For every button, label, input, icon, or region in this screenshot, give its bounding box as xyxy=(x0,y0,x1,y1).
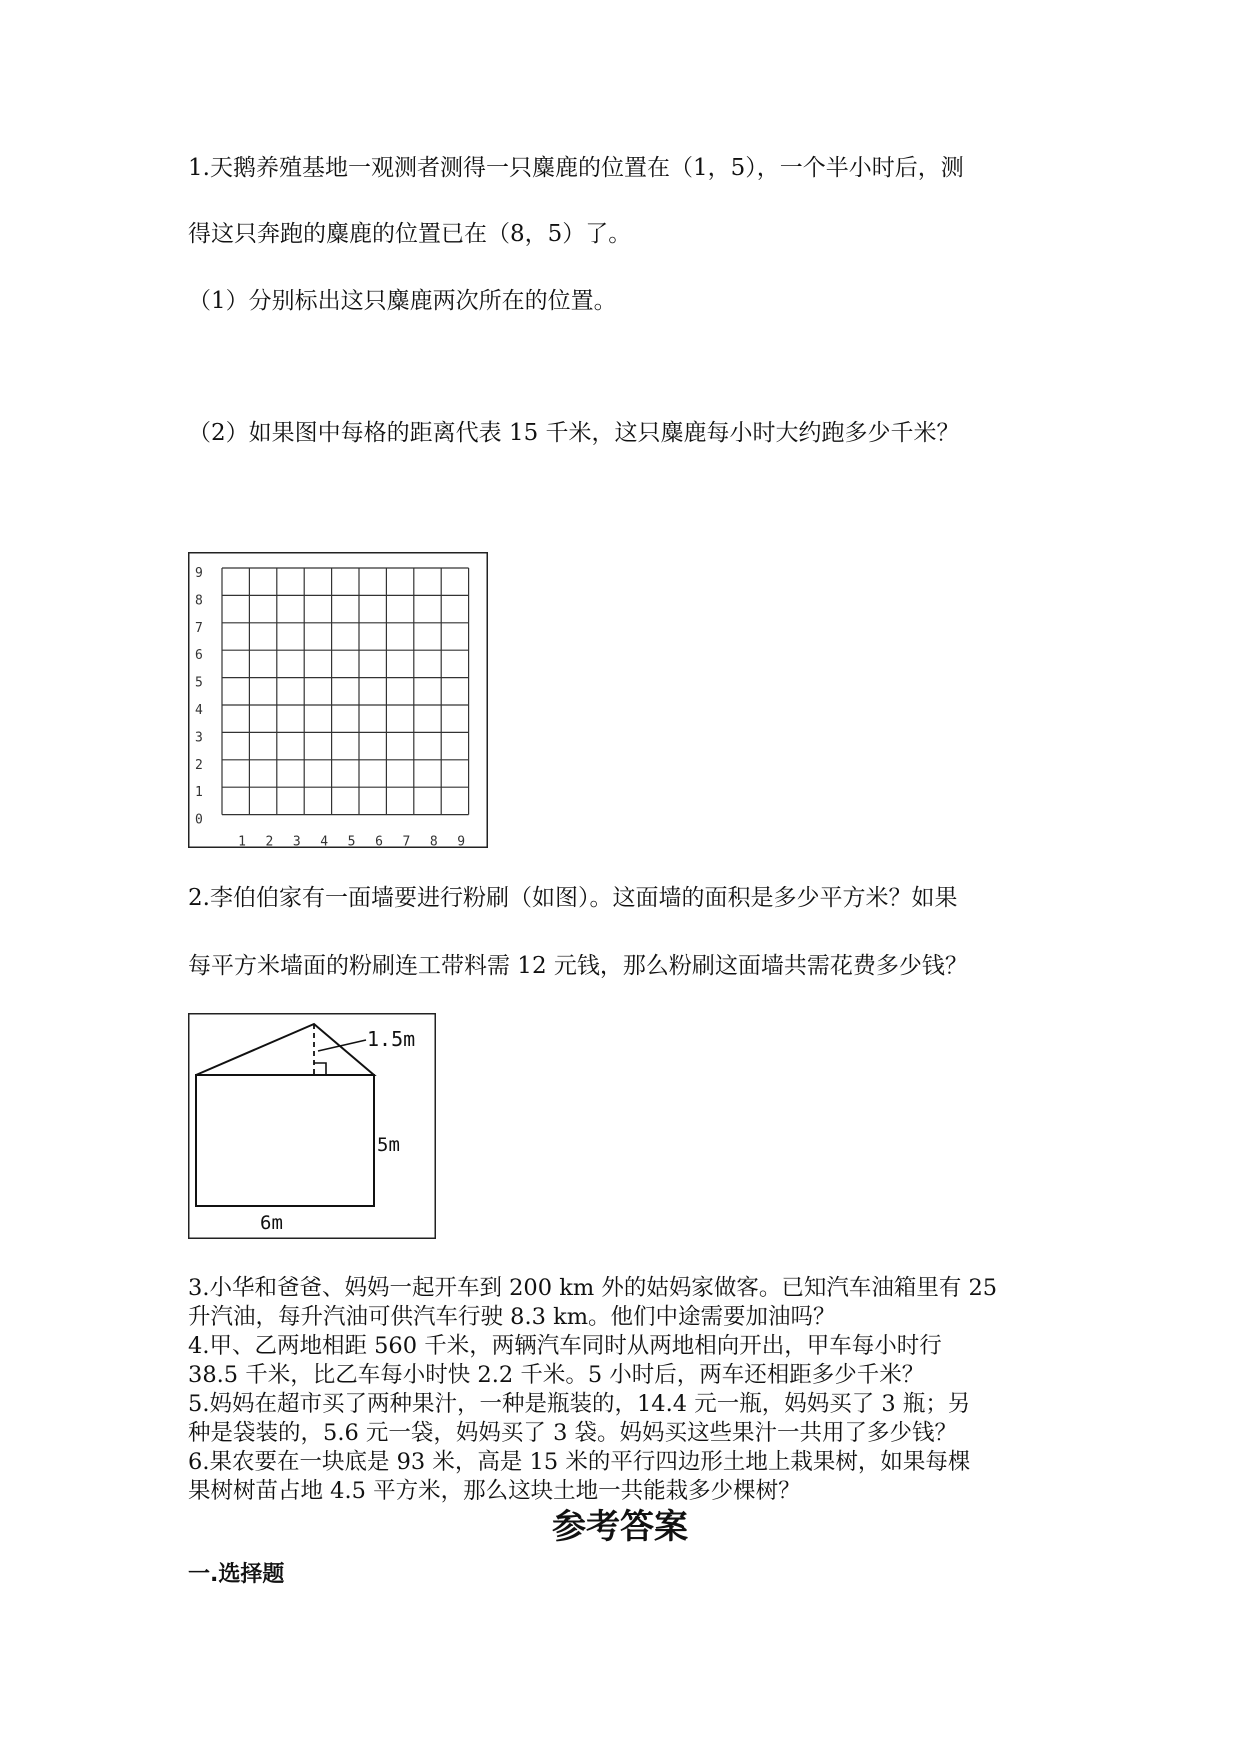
q1-text-line2: 得这只奔跑的麋鹿的位置已在（8，5）了。 xyxy=(188,221,632,247)
q1-subquestion-1: （1）分别标出这只麋鹿两次所在的位置。 xyxy=(188,288,617,314)
grid-y-tick-label: 7 xyxy=(195,620,203,636)
grid-y-tick-label: 3 xyxy=(195,730,203,746)
grid-x-tick-label: 6 xyxy=(375,834,383,848)
coordinate-grid-figure xyxy=(188,552,488,852)
q4-text-line1: 4.甲、乙两地相距 560 千米，两辆汽车同时从两地相向开出，甲车每小时行 xyxy=(188,1333,942,1359)
grid-y-tick-label: 8 xyxy=(195,593,203,609)
q1-subquestion-2: （2）如果图中每格的距离代表 15 千米，这只麋鹿每小时大约跑多少千米？ xyxy=(188,420,960,446)
grid-x-tick-label: 4 xyxy=(320,834,329,848)
grid-x-tick-label: 9 xyxy=(457,834,466,848)
q3-text-line2: 升汽油，每升汽油可供汽车行驶 8.3 km。他们中途需要加油吗？ xyxy=(188,1304,836,1330)
grid-y-tick-label: 4 xyxy=(195,703,203,718)
grid-y-tick-label: 1 xyxy=(195,785,203,801)
wall-diagram xyxy=(188,1013,436,1239)
grid-x-tick-label: 3 xyxy=(292,834,301,848)
q2-text-line1: 2.李伯伯家有一面墙要进行粉刷（如图）。这面墙的面积是多少平方米？如果 xyxy=(188,885,958,911)
grid-x-tick-label: 8 xyxy=(429,834,438,848)
q3-text-line1: 3.小华和爸爸、妈妈一起开车到 200 km 外的姑妈家做客。已知汽车油箱里有 25 xyxy=(188,1275,998,1301)
q6-text-line1: 6.果农要在一块底是 93 米，高是 15 米的平行四边形土地上栽果树，如果每棵 xyxy=(188,1449,971,1475)
q5-text-line2: 种是袋装的，5.6 元一袋，妈妈买了 3 袋。妈妈买这些果汁一共用了多少钱？ xyxy=(188,1420,958,1446)
q5-text-line1: 5.妈妈在超市买了两种果汁，一种是瓶装的，14.4 元一瓶，妈妈买了 3 瓶；另 xyxy=(188,1391,971,1417)
coordinate-grid xyxy=(188,552,488,848)
q2-text-line2: 每平方米墙面的粉刷连工带料需 12 元钱，那么粉刷这面墙共需花费多少钱？ xyxy=(188,953,968,979)
q4-text-line2: 38.5 千米，比乙车每小时快 2.2 千米。5 小时后，两车还相距多少千米？ xyxy=(188,1362,925,1388)
grid-x-tick-label: 1 xyxy=(238,834,246,848)
grid-frame xyxy=(189,553,488,848)
grid-y-tick-label: 2 xyxy=(195,757,203,773)
q1-text-line1: 1.天鹅养殖基地一观测者测得一只麋鹿的位置在（1，5），一个半小时后，测 xyxy=(188,155,964,181)
base-label: 6m xyxy=(260,1212,283,1234)
answers-title: 参考答案 xyxy=(552,1507,688,1547)
grid-x-tick-label: 2 xyxy=(265,834,274,848)
grid-x-tick-label: 7 xyxy=(402,834,411,848)
wall-figure xyxy=(188,1013,436,1243)
grid-y-tick-label: 5 xyxy=(195,675,203,691)
q6-text-line2: 果树树苗占地 4.5 平方米，那么这块土地一共能栽多少棵树？ xyxy=(188,1478,801,1504)
grid-y-tick-label: 0 xyxy=(195,812,203,828)
height-label: 1.5m xyxy=(367,1027,416,1051)
side-label: 5m xyxy=(377,1134,400,1156)
answers-section-choice: 一.选择题 xyxy=(188,1562,285,1587)
grid-y-tick-label: 9 xyxy=(195,566,203,581)
grid-y-tick-label: 6 xyxy=(195,648,203,664)
grid-x-tick-label: 5 xyxy=(347,834,356,848)
